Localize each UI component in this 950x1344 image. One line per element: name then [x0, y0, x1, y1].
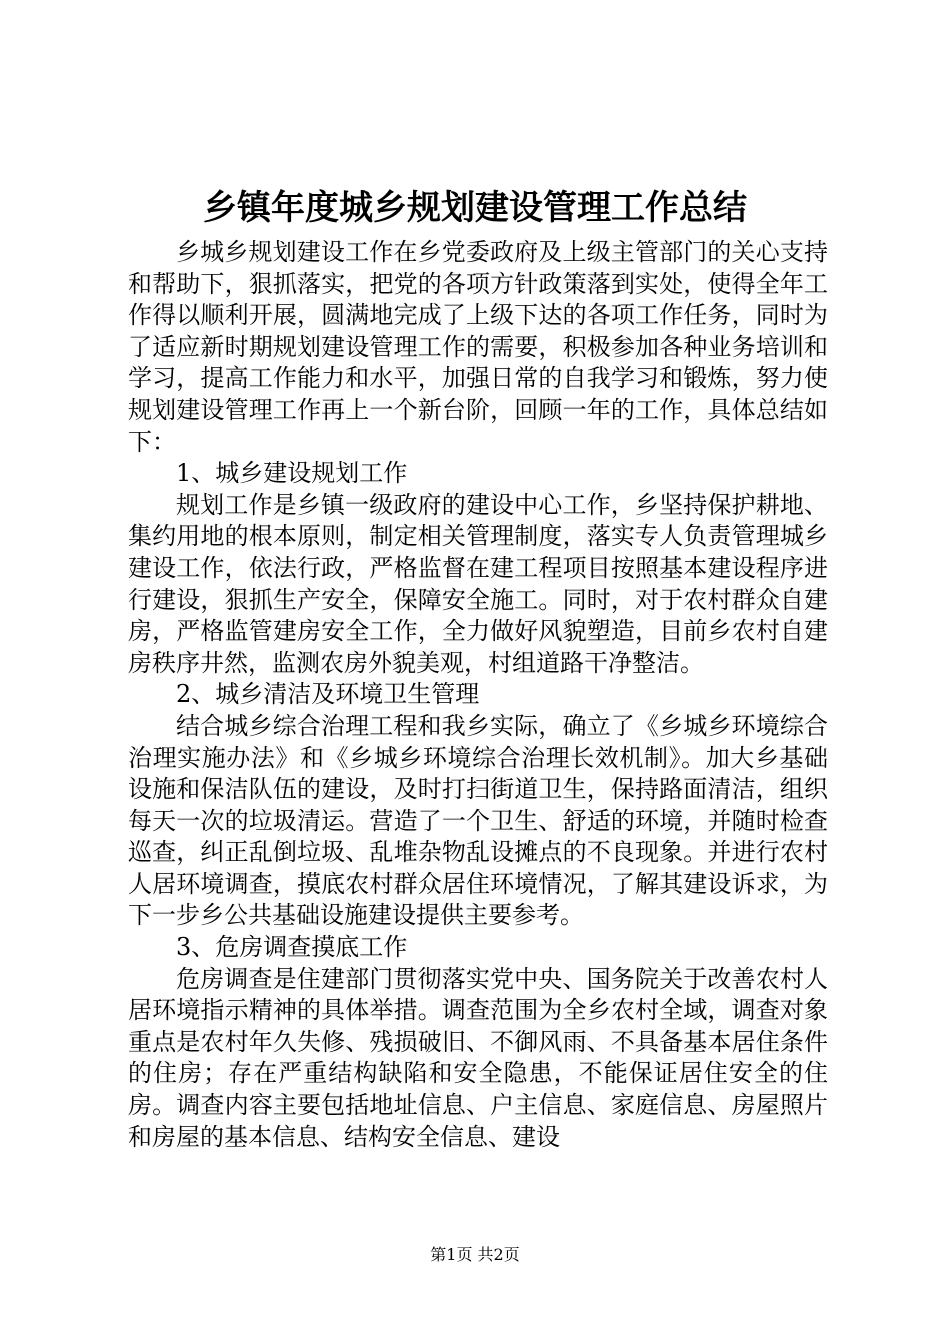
body-paragraph: 规划工作是乡镇一级政府的建设中心工作，乡坚持保护耕地、集约用地的根本原则，制定相关管理制度，落实专人负责管理城乡建设工作，依法行政，严格监督在建工程项目按照基本建设程序进行建设，狠抓生产安全，保障安全施工。同时，对于农村群众自建房，严格监管建房安全工作，全力做好风貌塑造，目前乡农村自建房秩序井然，监测农房外貌美观，村组道路干净整洁。	[128, 490, 828, 677]
section-heading: 2、城乡清洁及环境卫生管理	[176, 680, 480, 709]
body-paragraph: 乡城乡规划建设工作在乡党委政府及上级主管部门的关心支持和帮助下，狠抓落实，把党的各项方针政策落到实处，使得全年工作得以顺利开展，圆满地完成了上级下达的各项工作任务，同时为了适应新时期规划建设管理工作的需要，积极参加各种业务培训和学习，提高工作能力和水平，加强日常的自我学习和锻炼，努力使规划建设管理工作再上一个新台阶，回顾一年的工作，具体总结如下：	[128, 238, 828, 456]
body-paragraph: 结合城乡综合治理工程和我乡实际，确立了《乡城乡环境综合治理实施办法》和《乡城乡环境综合治理长效机制》。加大乡基础设施和保洁队伍的建设，及时打扫街道卫生，保持路面清洁，组织每天一次的垃圾清运。营造了一个卫生、舒适的环境，并随时检查巡查，纠正乱倒垃圾、乱堆杂物乱设摊点的不良现象。并进行农村人居环境调查，摸底农村群众居住环境情况，了解其建设诉求，为下一步乡公共基础设施建设提供主要参考。	[128, 711, 828, 930]
section-heading: 3、危房调查摸底工作	[176, 933, 408, 962]
page-footer: 第1页 共2页	[430, 1245, 520, 1264]
document-body	[128, 237, 828, 1153]
document-title: 乡镇年度城乡规划建设管理工作总结	[203, 188, 747, 228]
section-heading: 1、城乡建设规划工作	[176, 459, 408, 488]
body-paragraph: 危房调查是住建部门贯彻落实党中央、国务院关于改善农村人居环境指示精神的具体举措。调查范围为全乡农村全域，调查对象重点是农村年久失修、残损破旧、不御风雨、不具备基本居住条件的住房；存在严重结构缺陷和安全隐患，不能保证居住安全的住房。调查内容主要包括地址信息、户主信息、家庭信息、房屋照片和房屋的基本信息、结构安全信息、建设	[128, 964, 828, 1151]
